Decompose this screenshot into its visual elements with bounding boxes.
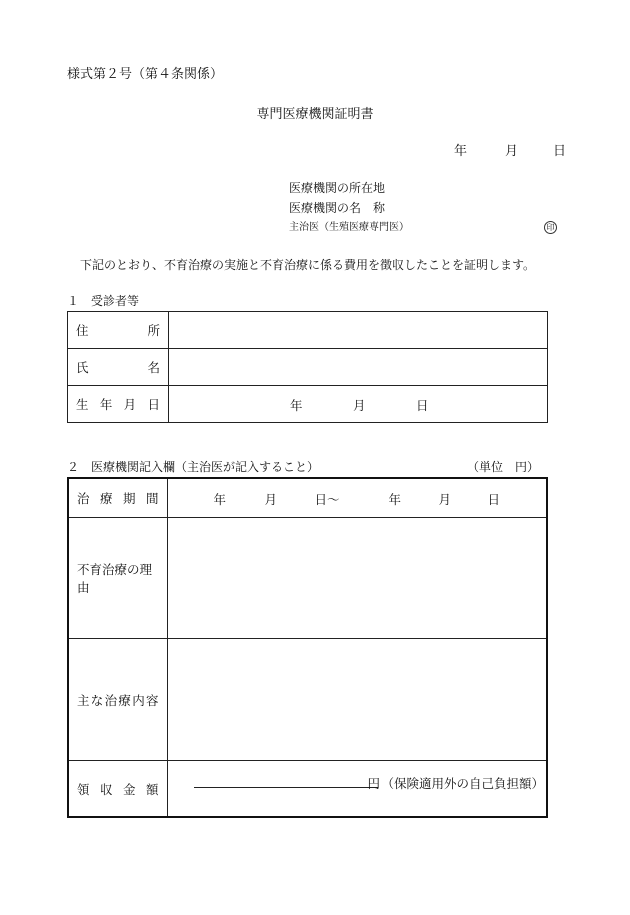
institution-address-label: 医療機関の所在地: [289, 181, 386, 195]
period-label-cell: [68, 478, 167, 518]
period-label: 治 療 期 間: [77, 491, 159, 506]
content-label-cell: [68, 639, 167, 761]
period-month-2: 月: [438, 492, 452, 507]
period-value[interactable]: [167, 478, 547, 518]
table-row: [68, 518, 547, 639]
unit-note: （単位 円）: [467, 460, 540, 474]
period-month-1: 月: [264, 492, 278, 507]
patient-table: [67, 311, 548, 423]
amount-label-cell: [68, 761, 167, 818]
birth-year-unit: 年: [290, 398, 303, 413]
name-value[interactable]: [169, 349, 548, 386]
table-row: [68, 349, 548, 386]
issue-date-year: 年: [454, 144, 468, 159]
period-day-2: 日: [487, 492, 501, 507]
section1-heading: １ 受診者等: [67, 294, 140, 308]
document-title: 専門医療機関証明書: [256, 107, 374, 122]
table-row: [68, 386, 548, 423]
table-row: [68, 312, 548, 349]
seal-mark: 印: [544, 221, 557, 234]
table-row: [68, 639, 547, 761]
issue-date-day: 日: [553, 144, 567, 159]
certification-statement: 下記のとおり、不育治療の実施と不育治療に係る費用を徴収したことを証明します。: [80, 258, 536, 272]
period-year-1: 年: [213, 492, 227, 507]
reason-label: 不育治療の理由: [77, 562, 153, 595]
table-row: [68, 761, 547, 818]
birthdate-value[interactable]: [169, 386, 548, 423]
amount-value[interactable]: [167, 761, 547, 818]
institution-name-label: 医療機関の名 称: [289, 201, 386, 215]
table-row: [68, 478, 547, 518]
reason-label-cell: [68, 518, 167, 639]
address-label: 住 所: [76, 323, 160, 338]
period-year-2: 年: [388, 492, 402, 507]
name-label-cell: [68, 349, 169, 386]
address-value[interactable]: [169, 312, 548, 349]
form-number: 様式第２号（第４条関係）: [67, 67, 224, 82]
period-day-1: 日〜: [314, 492, 340, 507]
section2-heading: ２ 医療機関記入欄（主治医が記入すること）: [67, 460, 320, 474]
name-label: 氏 名: [76, 360, 160, 375]
content-label: 主 な 治 療 内 容: [77, 692, 159, 708]
birth-day-unit: 日: [416, 398, 429, 413]
issue-date-month: 月: [505, 144, 519, 159]
amount-note: （保険適用外の自己負担額）: [381, 776, 545, 791]
address-label-cell: [68, 312, 169, 349]
amount-unit: 円: [367, 776, 381, 791]
content-value[interactable]: [167, 639, 547, 761]
birthdate-label-cell: [68, 386, 169, 423]
treatment-table: [67, 477, 548, 818]
doctor-label: 主治医（生殖医療専門医）: [289, 222, 409, 233]
birthdate-label: 生 年 月 日: [76, 397, 160, 412]
birth-month-unit: 月: [353, 398, 366, 413]
amount-underline: [194, 787, 378, 788]
reason-value[interactable]: [167, 518, 547, 639]
amount-label: 領 収 金 額: [77, 781, 159, 797]
